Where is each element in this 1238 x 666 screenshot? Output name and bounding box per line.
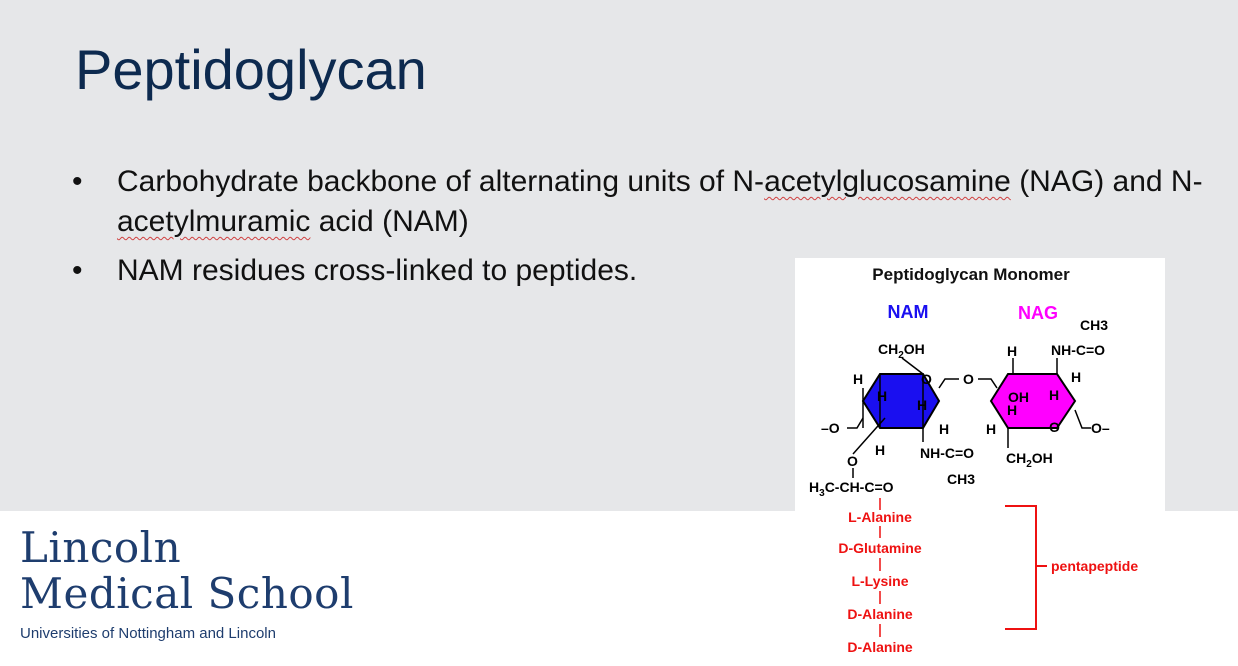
spellcheck-word-1: acetylglucosamine — [764, 165, 1011, 198]
figure-title: Peptidoglycan Monomer — [872, 265, 1070, 284]
bullet-dot: • — [72, 254, 83, 287]
glycosidic-bond — [978, 379, 997, 388]
chem-h: H — [877, 388, 888, 404]
bullet-dot: • — [72, 165, 83, 198]
peptide-residue-5: D-Alanine — [847, 639, 913, 655]
svg-text:CH2OH: $CH_2OH$ — [878, 341, 925, 361]
nag-ring — [991, 374, 1075, 428]
chem-h: H — [875, 442, 886, 458]
chem-oh: OH — [1008, 389, 1029, 405]
logo-subtitle: Universities of Nottingham and Lincoln — [20, 625, 276, 642]
bond — [902, 358, 923, 374]
chem-ch2oh: CH — [878, 341, 899, 357]
bond — [1075, 410, 1091, 428]
bullet-text-1b: (NAG) and N- — [1010, 165, 1203, 198]
chem-h: H — [853, 371, 864, 387]
chem-h: H — [1049, 387, 1060, 403]
chem-h: H — [939, 421, 950, 437]
bond — [847, 418, 863, 428]
chem-nag-ch2oh: CH — [1006, 450, 1027, 466]
logo-line-1: Lincoln — [20, 523, 182, 572]
chem-nam-nhco: NH-C=O — [920, 445, 975, 461]
bullet-text-2: NAM residues cross-linked to peptides. — [117, 254, 638, 287]
pentapeptide-bracket — [1005, 506, 1036, 629]
chem-lactyl-chain: C-CH-C=O — [824, 479, 894, 495]
chem-h: H — [917, 397, 928, 413]
chem-right-link: O– — [1091, 420, 1110, 436]
chem-ether-o: O — [847, 453, 858, 469]
nam-label: NAM — [887, 302, 929, 322]
slide-title: Peptidoglycan — [75, 38, 427, 101]
nag-label: NAG — [1018, 303, 1058, 323]
bullet-item-1 — [72, 162, 1222, 242]
bullet-text-1c: acid (NAM) — [310, 205, 469, 238]
spellcheck-word-2: acetylmuramic — [117, 205, 311, 238]
chem-left-link: –O — [821, 420, 840, 436]
chem-h: H — [1007, 402, 1018, 418]
institution-logo — [20, 525, 354, 642]
peptide-residue-1: L-Alanine — [848, 509, 912, 525]
chem-nag-ch3: CH3 — [1080, 317, 1109, 333]
bullet-text-1a: Carbohydrate backbone of alternating units of N- — [117, 165, 765, 198]
peptide-residue-2: D-Glutamine — [838, 540, 922, 556]
chem-glycosidic-o: O — [963, 371, 974, 387]
chem-h: H — [986, 421, 997, 437]
chem-nam-ch3: CH3 — [947, 471, 976, 487]
svg-text:H3C-CH-C=O: $H_3C-CH-C=O$ — [809, 479, 894, 499]
peptide-residue-3: L-Lysine — [851, 573, 909, 589]
chem-h: H — [1007, 343, 1018, 359]
peptide-residue-4: D-Alanine — [847, 606, 913, 622]
pentapeptide-label: pentapeptide — [1051, 558, 1139, 574]
glycosidic-bond — [939, 379, 959, 388]
chem-h: H — [1071, 369, 1082, 385]
peptidoglycan-monomer-figure — [795, 258, 1165, 666]
chem-h3c: H — [809, 479, 820, 495]
svg-text:CH2OH: $CH_2OH$ — [1006, 450, 1053, 470]
chem-nag-ring-o: O — [1049, 419, 1060, 435]
monomer-diagram — [795, 258, 1165, 666]
logo-line-2: Medical School — [20, 569, 354, 618]
chem-nag-nhco: NH-C=O — [1051, 342, 1106, 358]
chem-ring-o: O — [921, 371, 932, 387]
